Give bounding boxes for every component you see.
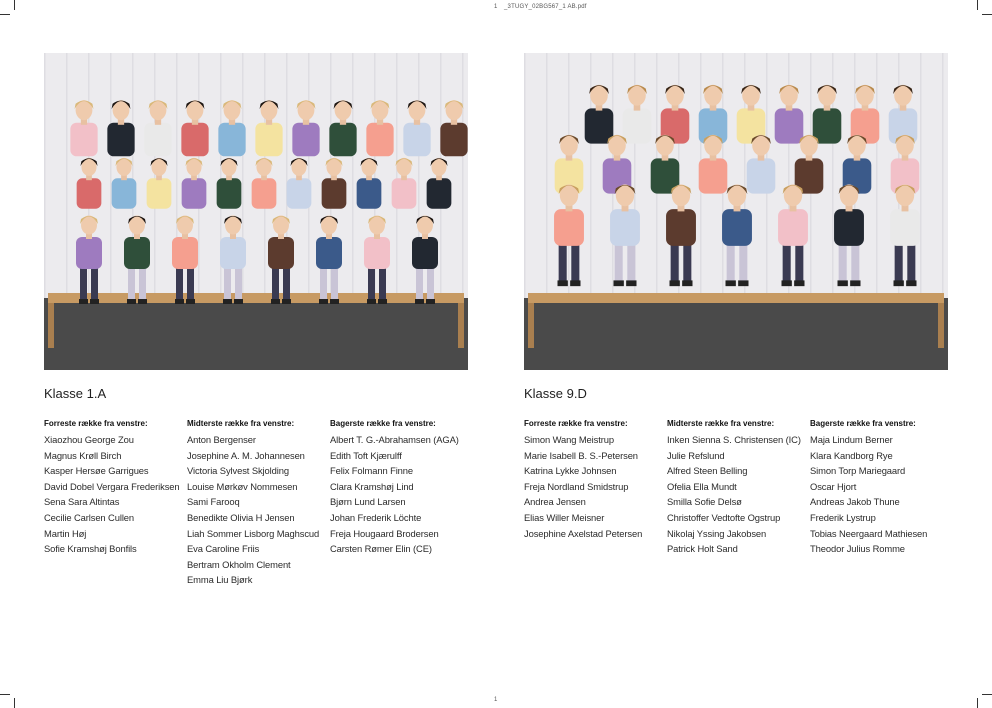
class-photo-1a-icon bbox=[44, 53, 468, 370]
name-list bbox=[524, 432, 674, 541]
photo-floor bbox=[524, 298, 948, 370]
column-heading: Midterste række fra venstre: bbox=[187, 419, 295, 428]
name-list bbox=[667, 432, 817, 557]
name-list bbox=[330, 432, 480, 557]
student-name: Nikolaj Yssing Jakobsen bbox=[667, 527, 767, 539]
student-name: Alfred Steen Belling bbox=[667, 465, 748, 477]
student-name: Cecilie Carlsen Cullen bbox=[44, 511, 135, 523]
student-name: Klara Kandborg Rye bbox=[810, 449, 893, 461]
crop-mark-top-left bbox=[0, 14, 10, 15]
photo-bench bbox=[48, 293, 464, 303]
crop-mark-bottom-left-v bbox=[14, 698, 15, 708]
student-name: Andrea Jensen bbox=[524, 496, 586, 508]
crop-mark-top-left-v bbox=[14, 0, 15, 10]
document-filename: _3TUGY_02BG567_1 AB.pdf bbox=[504, 4, 587, 10]
student-name: Kasper Hersøe Garrigues bbox=[44, 465, 149, 477]
student-name: Simon Wang Meistrup bbox=[524, 434, 614, 445]
back-row-column-9d bbox=[810, 419, 960, 557]
column-heading: Bagerste række fra venstre: bbox=[810, 419, 916, 428]
column-heading: Forreste række fra venstre: bbox=[524, 419, 628, 428]
student-name: Marie Isabell B. S.-Petersen bbox=[524, 449, 638, 461]
student-name: Christoffer Vedtofte Ogstrup bbox=[667, 511, 781, 523]
student-name: Johan Frederik Löchte bbox=[330, 511, 422, 523]
header-crop-mark: 1 bbox=[494, 4, 498, 10]
student-name: Josephine Axelstad Petersen bbox=[524, 527, 643, 539]
back-row-column-1a bbox=[330, 419, 480, 557]
class-title-9d: Klasse 9.D bbox=[524, 386, 587, 401]
student-name: Felix Folmann Finne bbox=[330, 465, 414, 477]
class-photo-1a bbox=[44, 53, 468, 370]
class-photo-9d bbox=[524, 53, 948, 370]
student-name: Julie Refslund bbox=[667, 449, 725, 461]
student-name: Maja Lindum Berner bbox=[810, 434, 893, 445]
student-name: Ofelia Ella Mundt bbox=[667, 480, 737, 492]
photo-floor bbox=[44, 298, 468, 370]
crop-mark-top-right-v bbox=[977, 0, 978, 10]
student-name: Emma Liu Bjørk bbox=[187, 574, 253, 586]
student-name: Bjørn Lund Larsen bbox=[330, 496, 406, 508]
student-name: Eva Caroline Friis bbox=[187, 543, 260, 555]
student-name: Benedikte Olivia H Jensen bbox=[187, 511, 295, 523]
student-name: Katrina Lykke Johnsen bbox=[524, 465, 617, 477]
student-name: Liah Sommer Lisborg Maghscud bbox=[187, 527, 320, 539]
middle-row-column-9d bbox=[667, 419, 817, 557]
crop-mark-top-right bbox=[982, 14, 992, 15]
student-name: Magnus Krøll Birch bbox=[44, 449, 122, 461]
student-name: Sena Sara Altintas bbox=[44, 496, 120, 508]
student-name: Tobias Neergaard Mathiesen bbox=[810, 527, 928, 539]
student-name: Theodor Julius Romme bbox=[810, 543, 905, 555]
student-name: Smilla Sofie Delsø bbox=[667, 496, 742, 508]
student-name: Freja Nordland Smidstrup bbox=[524, 480, 629, 492]
crop-mark-bottom-right-v bbox=[977, 698, 978, 708]
student-name: Simon Torp Mariegaard bbox=[810, 465, 906, 477]
student-name: Anton Bergenser bbox=[187, 434, 256, 445]
student-name: Elias Willer Meisner bbox=[524, 511, 605, 523]
column-heading: Midterste række fra venstre: bbox=[667, 419, 775, 428]
student-name: Patrick Holt Sand bbox=[667, 543, 738, 555]
student-name: Clara Kramshøj Lind bbox=[330, 480, 414, 492]
front-row-column-1a bbox=[44, 419, 194, 557]
student-name: Sami Farooq bbox=[187, 496, 240, 508]
student-name: Freja Hougaard Brodersen bbox=[330, 527, 439, 539]
student-name: Sofie Kramshøj Bonfils bbox=[44, 543, 137, 555]
student-name: Bertram Okholm Clement bbox=[187, 558, 291, 570]
student-name: Carsten Rømer Elin (CE) bbox=[330, 543, 432, 555]
student-name: Martin Høj bbox=[44, 527, 87, 539]
student-name: Edith Toft Kjærulff bbox=[330, 449, 402, 461]
column-heading: Bagerste række fra venstre: bbox=[330, 419, 436, 428]
student-name: Oscar Hjort bbox=[810, 480, 857, 492]
column-heading: Forreste række fra venstre: bbox=[44, 419, 148, 428]
page-mark-bottom: 1 bbox=[494, 697, 498, 703]
middle-row-column-1a bbox=[187, 419, 337, 588]
class-title-1a: Klasse 1.A bbox=[44, 386, 107, 401]
photo-bench bbox=[528, 293, 944, 303]
student-name: Josephine A. M. Johannesen bbox=[187, 449, 305, 461]
student-name: Inken Sienna S. Christensen (IC) bbox=[667, 434, 801, 445]
class-photo-9d-icon bbox=[524, 53, 948, 370]
student-name: Xiaozhou George Zou bbox=[44, 434, 134, 445]
crop-mark-bottom-right bbox=[982, 694, 992, 695]
crop-mark-bottom-left bbox=[0, 694, 10, 695]
front-row-column-9d bbox=[524, 419, 674, 541]
student-name: David Dobel Vergara Frederiksen bbox=[44, 480, 180, 492]
student-name: Frederik Lystrup bbox=[810, 511, 876, 523]
name-list bbox=[187, 432, 337, 588]
student-name: Louise Mørkøv Nommesen bbox=[187, 480, 298, 492]
student-name: Andreas Jakob Thune bbox=[810, 496, 900, 508]
student-name: Victoria Sylvest Skjolding bbox=[187, 465, 289, 477]
name-list bbox=[810, 432, 960, 557]
name-list bbox=[44, 432, 194, 557]
student-name: Albert T. G.-Abrahamsen (AGA) bbox=[330, 434, 459, 445]
